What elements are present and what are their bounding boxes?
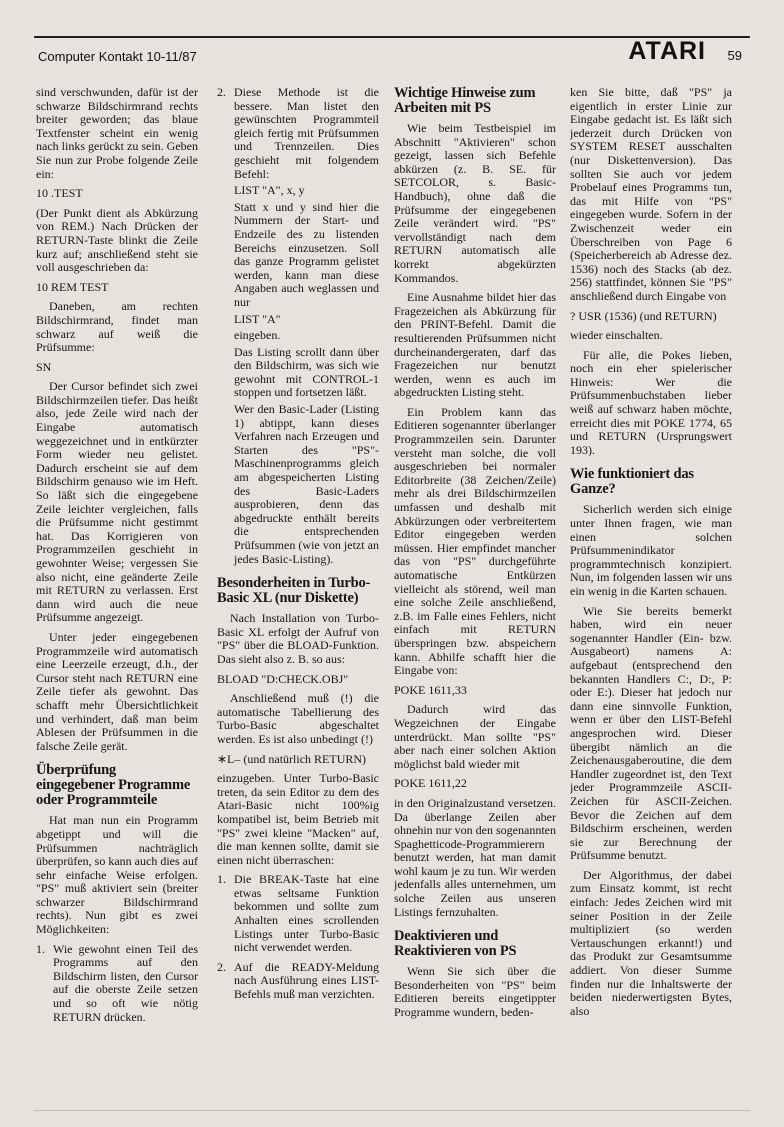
- paragraph: Das Listing scrollt dann über den Bildschirm, was sich wie gewohnt mit CONTROL-1 stoppen und fortsetzen läßt.: [234, 344, 379, 400]
- paragraph: Hat man nun ein Programm abgetippt und will die Prüfsummen nachträglich überprüfen, so kann auch dies auf sehr einfache Weise erfolgen. "PS" muß aktiviert sein (breiter schwarzer Bildschirmrand rechts). Nun gibt es zwei Möglichkeiten:: [36, 813, 198, 937]
- code-line: 10 .TEST: [36, 186, 83, 201]
- paragraph: Wie beim Testbeispiel im Abschnitt "Aktivieren" schon gezeigt, lassen sich Befehle abkürzen (z. B. SE. für SETCOLOR, s. Basic-Handbuch), ohne daß die Prüfsumme der eingegebenen Zeile verändert wird. "PS" vervollständigt nach dem RETURN automatisch alle korrekt abgekürzten Kommandos.: [394, 121, 556, 285]
- paragraph: Unter jeder eingegebenen Programmzeile wird automatisch eine Leerzeile erzeugt, d.h., der Cursor steht nach RETURN eine Zeile tiefer als gewohnt. Das schafft mehr Übersichtlichkeit und verhindert, daß man beim Ablesen der Prüfsummen in die falsche Zeile gerät.: [36, 629, 198, 753]
- paragraph: Der Cursor befindet sich zwei Bildschirmzeilen tiefer. Das heißt also, jede Zeile wird nach der Eingabe automatisch weggezeichnet und in entkürzter Form wieder neu gelistet. Dadurch erscheint sie auf dem Bildschirm genauso wie im Heft. So läßt sich die eingegebene Zeile leichter vergleichen, falls die Prüfsumme nicht gestimmt hat. Das Korrigieren von Programmzeilen geschieht in gewohnter Weise; vergessen Sie also nicht, eine geänderte Zeile mit RETURN zu verlassen. Erst dann wird auch die neue Prüfsumme angezeigt.: [36, 379, 198, 625]
- section-heading: Deaktivieren und Reaktivieren von PS: [394, 928, 517, 960]
- section-heading: Wichtige Hinweise zum Arbeiten mit PS: [394, 86, 536, 116]
- quirks-list: [217, 873, 379, 1001]
- paragraph: Sicherlich werden sich einige unter Ihnen fragen, wie man einen solchen Prüfsummenindikator programmtechnisch konzipiert. Nun, im folgenden lassen wir uns ein wenig in die Karten schauen.: [570, 502, 732, 598]
- paragraph: Statt x und y sind hier die Nummern der Start- und Endzeile des zu listenden Bereichs einzusetzen. Soll das ganze Programm gelistet werden, kann man diese Angaben auch weglassen und nur: [234, 199, 379, 309]
- options-list-continued: [217, 86, 379, 566]
- list-item-text: Diese Methode ist die bessere. Man listet den gewünschten Programmteil gleich fertig mit Prüfsummen und Trennzeilen. Dies geschieht mit folgendem Befehl:: [234, 86, 379, 181]
- bottom-rule: [34, 1110, 750, 1111]
- code-line: POKE 1611,22: [394, 776, 467, 791]
- paragraph: einzugeben. Unter Turbo-Basic treten, da sein Editor zu dem des Atari-Basic nicht 100%ig kompatibel ist, beim Betrieb mit "PS" zwei kleine "Macken" auf, die man kennen sollte, damit sie einen nicht überraschen:: [217, 771, 379, 867]
- text-column-3: [394, 86, 556, 1096]
- list-item-text: Auf die READY-Meldung nach Ausführung eines LIST-Befehls muß man verzichten.: [234, 959, 379, 1002]
- page-header: [34, 36, 750, 68]
- text-column-2: [217, 86, 379, 1096]
- code-line: LIST "A", x, y: [234, 183, 305, 198]
- paragraph: Anschließend muß (!) die automatische Tabellierung des Turbo-Basic abgeschaltet werden. Es ist also unbedingt (!): [217, 691, 379, 746]
- paragraph: sind verschwunden, dafür ist der schwarze Bildschirmrand rechts breiter geworden; das blaue Textfenster scheint ein wenig nach links gerückt zu sein. Geben Sie nun zur Probe folgende Zeile ein:: [36, 86, 198, 181]
- section-heading: Überprüfung eingegebener Programme oder Programmteile: [36, 762, 191, 809]
- paragraph: Wer den Basic-Lader (Listing 1) abtippt, kann dieses Verfahren nach Erzeugen und Starten des "PS"-Maschinenprogramms gleich am abgespeicherten Listing des Basic-Laders ausprobieren, denn das abgedruckte enthält bereits die entsprechenden Prüfsummen (wie von jetzt an jedes Basic-Listing).: [234, 402, 379, 566]
- paragraph: Wenn Sie sich über die Besonderheiten von "PS" beim Editieren bereits eingetippter Programme wundern, beden-: [394, 964, 556, 1020]
- code-line: POKE 1611,33: [394, 682, 467, 697]
- list-number: 1.: [36, 941, 45, 956]
- paragraph: Für alle, die Pokes lieben, noch ein eher spielerischer Hinweis: Wer die Prüfsummenbuchstaben lieber weiß auf schwarz haben möchte, erreicht dies mit POKE 1774, 65 und RETURN (Ursprungswert 193).: [570, 347, 732, 457]
- options-list: [36, 943, 198, 1025]
- magazine-issue: Computer Kontakt 10-11/87: [38, 49, 197, 64]
- paragraph: Nach Installation von Turbo-Basic XL erfolgt der Aufruf von "PS" über die BLOAD-Funktion. Das sieht also z. B. so aus:: [217, 611, 379, 666]
- list-number: 1.: [217, 872, 226, 887]
- paragraph: Dadurch wird das Wegzeichnen der Eingabe unterdrückt. Man sollte "PS" aber nach einer solchen Aktion möglichst bald wieder mit: [394, 702, 556, 771]
- list-item: [217, 873, 379, 955]
- paragraph: Wie Sie bereits bemerkt haben, wird ein neuer sogenannter Handler (Ein- bzw. Ausgabeort) namens A: aufgebaut (entsprechend den bekannten Handlers C:, D:, P: oder E:). Dieser hat jedoch nur dann eine sinnvolle Funktion, wenn er über den LIST-Befehl angesprochen wird. Dieser übergibt nämlich an die Zeichenausgaberoutine, die dem Handler zugeordnet ist, den Text jeder Programmzeile ASCII-Zeichen für ASCII-Zeichen. Bevor die Zeichen auf dem Bildschirm erscheinen, werden sie zur Berechnung der Prüfsumme benutzt.: [570, 603, 732, 863]
- page-number: 59: [727, 48, 742, 63]
- list-item: [217, 86, 379, 566]
- list-number: 2.: [217, 86, 226, 99]
- paragraph: Daneben, am rechten Bildschirmrand, findet man schwarz auf weiß die Prüfsumme:: [36, 299, 198, 355]
- paragraph: ken Sie bitte, daß "PS" ja eigentlich in erster Linie zur Eingabe gedacht ist. Es läßt sich jederzeit durch Drücken von SYSTEM RESET ausschalten (nur Diskettenversion). Das sollten Sie auch vor jedem Probelauf eines Programms tun, das mit Hilfe von "PS" eingegeben wurde. Sofern in der Zwischenzeit weder ein Überschreiben von Page 6 (Speicherbereich ab Adresse dez. 1536) noch des Stacks (ab dez. 256) stattfindet, können Sie "PS" anschließend durch Eingabe von: [570, 86, 732, 303]
- section-heading: Wie funktioniert das Ganze?: [570, 466, 694, 498]
- code-line: ? USR (1536) (und RETURN): [570, 308, 717, 323]
- list-number: 2.: [217, 959, 226, 974]
- paragraph: (Der Punkt dient als Abkürzung von REM.) Nach Drücken der RETURN-Taste blinkt die Zeile kurz auf; anschließend steht sie voll ausgeschrieben da:: [36, 205, 198, 275]
- paragraph: Eine Ausnahme bildet hier das Fragezeichen als Abkürzung für den PRINT-Befehl. Damit die resultierenden Prüfsummen nicht durcheinandergeraten, darf das Fragezeichen nur benutzt werden, wenn es auch im abgedruckten Listing steht.: [394, 290, 556, 400]
- section-heading: Besonderheiten in Turbo-Basic XL (nur Diskette): [217, 575, 371, 607]
- code-line: SN: [36, 359, 52, 374]
- list-item-text: Wie gewohnt einen Teil des Programms auf den Bildschirm listen, den Cursor auf die oberste Zeile setzen und so oft wie nötig RETURN drücken.: [53, 941, 198, 1024]
- list-item-text: Die BREAK-Taste hat eine etwas seltsame Funktion bekommen und sollte zum Anhalten eines scrollenden Listings unter Turbo-Basic nicht verwendet werden.: [234, 872, 379, 955]
- code-line: BLOAD "D:CHECK.OBJ": [217, 671, 349, 686]
- list-item: [36, 943, 198, 1025]
- paragraph: Ein Problem kann das Editieren sogenannter überlanger Programmzeilen sein. Darunter versteht man solche, die voll ausgeschrieben bei normaler Editorbreite (38 Zeichen/Zeile) mehr als drei Bildschirmzeilen umfassen und deshalb mit Abkürzungen oder verbreitertem Editor eingegeben werden müssen. Hier empfindet mancher das von "PS" durchgeführte automatische Entkürzen vielleicht als störend, weil man eine solche Zeile anschließend, z.B. im Falle eines Fehlers, nicht einfach mit RETURN überspringen bzw. abspeichern kann. Abhilfe schafft hier die Eingabe von:: [394, 404, 556, 678]
- text-column-1: [36, 86, 198, 1096]
- list-item: [217, 961, 379, 1002]
- paragraph: in den Originalzustand versetzen. Da überlange Zeilen aber ohnehin nur von den sogenannten Spaghetticode-Programmierern benutzt werden, hat man damit wohl kaum je zu tun. Wir werden jedenfalls alles unternehmen, um solche Zeilen aus unseren Listings fernzuhalten.: [394, 795, 556, 919]
- code-line: LIST "A": [234, 311, 281, 326]
- paragraph: eingeben.: [234, 328, 281, 343]
- code-line: 10 REM TEST: [36, 279, 109, 294]
- paragraph: Der Algorithmus, der dabei zum Einsatz kommt, ist recht einfach: Jedes Zeichen wird mit seiner Position in der Zeile multipliziert (so werden Vertauschungen erkannt!) und das Produkt zur Gesamtsumme addiert. Von dieser Summe finden nur die Inhaltswerte der beiden niederwertigsten Bytes, also: [570, 867, 732, 1018]
- paragraph: wieder einschalten.: [570, 328, 663, 343]
- code-line: ∗L– (und natürlich RETURN): [217, 751, 367, 766]
- text-column-4: [570, 86, 732, 1096]
- brand-title: ATARI: [628, 37, 706, 65]
